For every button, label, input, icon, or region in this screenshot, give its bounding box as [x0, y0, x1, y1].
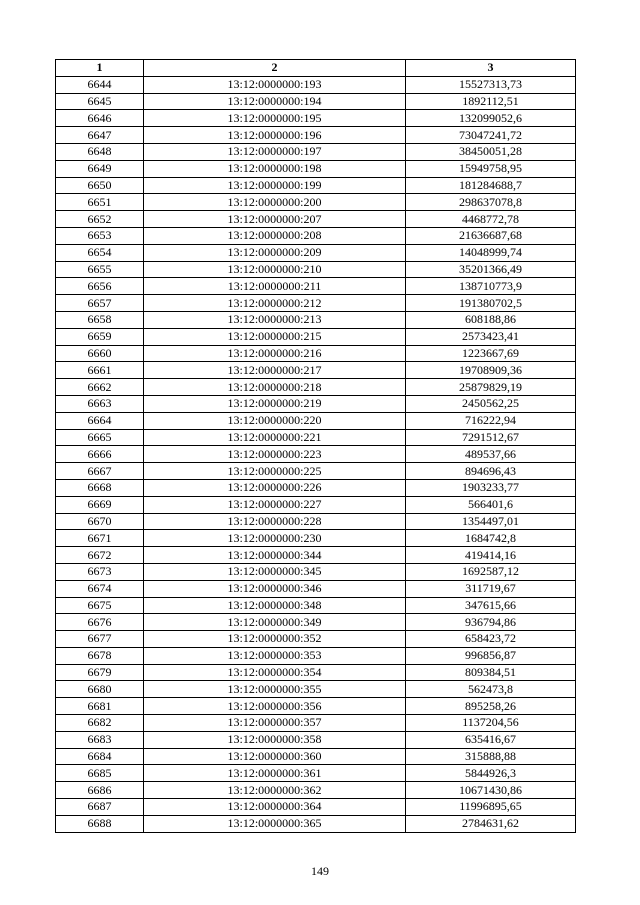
table-row [56, 244, 576, 261]
value-cell: 716222,94 [406, 412, 576, 429]
cadastral-number-cell: 13:12:0000000:209 [144, 244, 406, 261]
value-cell: 132099052,6 [406, 110, 576, 127]
value-cell: 1903233,77 [406, 479, 576, 496]
cadastral-number-cell: 13:12:0000000:216 [144, 345, 406, 362]
table-row [56, 194, 576, 211]
value-cell: 489537,66 [406, 446, 576, 463]
value-cell: 996856,87 [406, 647, 576, 664]
table-row [56, 664, 576, 681]
cadastral-number-cell: 13:12:0000000:346 [144, 580, 406, 597]
cadastral-number-cell: 13:12:0000000:212 [144, 295, 406, 312]
value-cell: 138710773,9 [406, 278, 576, 295]
row-number-cell: 6683 [56, 731, 144, 748]
table-row [56, 362, 576, 379]
table-row [56, 479, 576, 496]
value-cell: 809384,51 [406, 664, 576, 681]
value-cell: 2573423,41 [406, 328, 576, 345]
row-number-cell: 6662 [56, 379, 144, 396]
table-row [56, 227, 576, 244]
cadastral-number-cell: 13:12:0000000:199 [144, 177, 406, 194]
row-number-cell: 6665 [56, 429, 144, 446]
value-cell: 15949758,95 [406, 160, 576, 177]
cadastral-number-cell: 13:12:0000000:358 [144, 731, 406, 748]
value-cell: 608188,86 [406, 311, 576, 328]
cadastral-number-cell: 13:12:0000000:211 [144, 278, 406, 295]
cadastral-number-cell: 13:12:0000000:364 [144, 799, 406, 816]
column-header-3: 3 [406, 60, 576, 77]
value-cell: 1223667,69 [406, 345, 576, 362]
row-number-cell: 6661 [56, 362, 144, 379]
table-row [56, 261, 576, 278]
row-number-cell: 6681 [56, 698, 144, 715]
cadastral-number-cell: 13:12:0000000:196 [144, 127, 406, 144]
table-row [56, 429, 576, 446]
table-row [56, 278, 576, 295]
table-row [56, 295, 576, 312]
table-body [56, 76, 576, 832]
value-cell: 315888,88 [406, 748, 576, 765]
row-number-cell: 6682 [56, 715, 144, 732]
row-number-cell: 6676 [56, 614, 144, 631]
cadastral-number-cell: 13:12:0000000:228 [144, 513, 406, 530]
row-number-cell: 6645 [56, 93, 144, 110]
value-cell: 1137204,56 [406, 715, 576, 732]
table-row [56, 496, 576, 513]
cadastral-number-cell: 13:12:0000000:360 [144, 748, 406, 765]
row-number-cell: 6656 [56, 278, 144, 295]
cadastral-number-cell: 13:12:0000000:365 [144, 815, 406, 832]
row-number-cell: 6667 [56, 463, 144, 480]
value-cell: 936794,86 [406, 614, 576, 631]
table-row [56, 681, 576, 698]
table-row [56, 782, 576, 799]
table-row [56, 715, 576, 732]
value-cell: 1692587,12 [406, 563, 576, 580]
table-row [56, 395, 576, 412]
row-number-cell: 6675 [56, 597, 144, 614]
value-cell: 562473,8 [406, 681, 576, 698]
cadastral-number-cell: 13:12:0000000:221 [144, 429, 406, 446]
cadastral-number-cell: 13:12:0000000:352 [144, 631, 406, 648]
row-number-cell: 6659 [56, 328, 144, 345]
cadastral-number-cell: 13:12:0000000:226 [144, 479, 406, 496]
table-row [56, 345, 576, 362]
value-cell: 73047241,72 [406, 127, 576, 144]
row-number-cell: 6654 [56, 244, 144, 261]
row-number-cell: 6664 [56, 412, 144, 429]
value-cell: 21636687,68 [406, 227, 576, 244]
table-row [56, 731, 576, 748]
cadastral-number-cell: 13:12:0000000:227 [144, 496, 406, 513]
value-cell: 10671430,86 [406, 782, 576, 799]
table-row [56, 647, 576, 664]
row-number-cell: 6669 [56, 496, 144, 513]
row-number-cell: 6678 [56, 647, 144, 664]
row-number-cell: 6673 [56, 563, 144, 580]
table-row [56, 631, 576, 648]
table-row [56, 379, 576, 396]
row-number-cell: 6649 [56, 160, 144, 177]
cadastral-number-cell: 13:12:0000000:345 [144, 563, 406, 580]
table-row [56, 328, 576, 345]
cadastral-number-cell: 13:12:0000000:195 [144, 110, 406, 127]
row-number-cell: 6677 [56, 631, 144, 648]
row-number-cell: 6685 [56, 765, 144, 782]
row-number-cell: 6687 [56, 799, 144, 816]
value-cell: 35201366,49 [406, 261, 576, 278]
table-row [56, 815, 576, 832]
row-number-cell: 6652 [56, 211, 144, 228]
table-row [56, 412, 576, 429]
row-number-cell: 6657 [56, 295, 144, 312]
value-cell: 311719,67 [406, 580, 576, 597]
cadastral-number-cell: 13:12:0000000:225 [144, 463, 406, 480]
table-row [56, 547, 576, 564]
cadastral-number-cell: 13:12:0000000:357 [144, 715, 406, 732]
value-cell: 11996895,65 [406, 799, 576, 816]
value-cell: 1892112,51 [406, 93, 576, 110]
cadastral-number-cell: 13:12:0000000:362 [144, 782, 406, 799]
cadastral-number-cell: 13:12:0000000:193 [144, 76, 406, 93]
cadastral-number-cell: 13:12:0000000:354 [144, 664, 406, 681]
row-number-cell: 6672 [56, 547, 144, 564]
row-number-cell: 6658 [56, 311, 144, 328]
row-number-cell: 6684 [56, 748, 144, 765]
row-number-cell: 6653 [56, 227, 144, 244]
row-number-cell: 6674 [56, 580, 144, 597]
row-number-cell: 6647 [56, 127, 144, 144]
value-cell: 419414,16 [406, 547, 576, 564]
value-cell: 181284688,7 [406, 177, 576, 194]
value-cell: 566401,6 [406, 496, 576, 513]
cadastral-number-cell: 13:12:0000000:210 [144, 261, 406, 278]
cadastral-number-cell: 13:12:0000000:198 [144, 160, 406, 177]
column-header-1: 1 [56, 60, 144, 77]
cadastral-number-cell: 13:12:0000000:215 [144, 328, 406, 345]
cadastral-number-cell: 13:12:0000000:353 [144, 647, 406, 664]
value-cell: 347615,66 [406, 597, 576, 614]
cadastral-number-cell: 13:12:0000000:217 [144, 362, 406, 379]
table-row [56, 530, 576, 547]
table-row [56, 580, 576, 597]
row-number-cell: 6655 [56, 261, 144, 278]
value-cell: 4468772,78 [406, 211, 576, 228]
cadastral-number-cell: 13:12:0000000:220 [144, 412, 406, 429]
table-row [56, 463, 576, 480]
row-number-cell: 6679 [56, 664, 144, 681]
value-cell: 2450562,25 [406, 395, 576, 412]
value-cell: 2784631,62 [406, 815, 576, 832]
value-cell: 894696,43 [406, 463, 576, 480]
cadastral-number-cell: 13:12:0000000:344 [144, 547, 406, 564]
value-cell: 191380702,5 [406, 295, 576, 312]
table-row [56, 698, 576, 715]
table-row [56, 563, 576, 580]
value-cell: 5844926,3 [406, 765, 576, 782]
value-cell: 298637078,8 [406, 194, 576, 211]
page-number: 149 [311, 864, 329, 878]
row-number-cell: 6660 [56, 345, 144, 362]
table-header [56, 60, 576, 77]
cadastral-number-cell: 13:12:0000000:348 [144, 597, 406, 614]
column-header-2: 2 [144, 60, 406, 77]
table-row [56, 110, 576, 127]
row-number-cell: 6686 [56, 782, 144, 799]
row-number-cell: 6680 [56, 681, 144, 698]
value-cell: 635416,67 [406, 731, 576, 748]
value-cell: 14048999,74 [406, 244, 576, 261]
value-cell: 1354497,01 [406, 513, 576, 530]
table-row [56, 177, 576, 194]
table-row [56, 127, 576, 144]
table-row [56, 143, 576, 160]
value-cell: 25879829,19 [406, 379, 576, 396]
row-number-cell: 6670 [56, 513, 144, 530]
row-number-cell: 6650 [56, 177, 144, 194]
row-number-cell: 6688 [56, 815, 144, 832]
cadastral-number-cell: 13:12:0000000:207 [144, 211, 406, 228]
row-number-cell: 6644 [56, 76, 144, 93]
cadastral-number-cell: 13:12:0000000:219 [144, 395, 406, 412]
cadastral-number-cell: 13:12:0000000:355 [144, 681, 406, 698]
row-number-cell: 6648 [56, 143, 144, 160]
cadastral-number-cell: 13:12:0000000:213 [144, 311, 406, 328]
header-row [56, 60, 576, 77]
cadastral-number-cell: 13:12:0000000:197 [144, 143, 406, 160]
cadastral-number-cell: 13:12:0000000:356 [144, 698, 406, 715]
table-row [56, 76, 576, 93]
value-cell: 1684742,8 [406, 530, 576, 547]
cadastral-number-cell: 13:12:0000000:349 [144, 614, 406, 631]
cadastral-number-cell: 13:12:0000000:208 [144, 227, 406, 244]
cadastral-number-cell: 13:12:0000000:223 [144, 446, 406, 463]
table-row [56, 93, 576, 110]
row-number-cell: 6671 [56, 530, 144, 547]
table-row [56, 160, 576, 177]
value-cell: 658423,72 [406, 631, 576, 648]
value-cell: 38450051,28 [406, 143, 576, 160]
value-cell: 19708909,36 [406, 362, 576, 379]
cadastral-number-cell: 13:12:0000000:200 [144, 194, 406, 211]
table-row [56, 311, 576, 328]
row-number-cell: 6651 [56, 194, 144, 211]
table-row [56, 446, 576, 463]
cadastral-number-cell: 13:12:0000000:361 [144, 765, 406, 782]
value-cell: 15527313,73 [406, 76, 576, 93]
table-row [56, 765, 576, 782]
row-number-cell: 6666 [56, 446, 144, 463]
cadastral-number-cell: 13:12:0000000:218 [144, 379, 406, 396]
value-cell: 895258,26 [406, 698, 576, 715]
table-row [56, 748, 576, 765]
row-number-cell: 6668 [56, 479, 144, 496]
value-cell: 7291512,67 [406, 429, 576, 446]
cadastral-number-cell: 13:12:0000000:194 [144, 93, 406, 110]
data-table [55, 59, 576, 833]
table-row [56, 799, 576, 816]
row-number-cell: 6646 [56, 110, 144, 127]
table-row [56, 513, 576, 530]
cadastral-number-cell: 13:12:0000000:230 [144, 530, 406, 547]
table-row [56, 211, 576, 228]
row-number-cell: 6663 [56, 395, 144, 412]
table-row [56, 597, 576, 614]
table-row [56, 614, 576, 631]
